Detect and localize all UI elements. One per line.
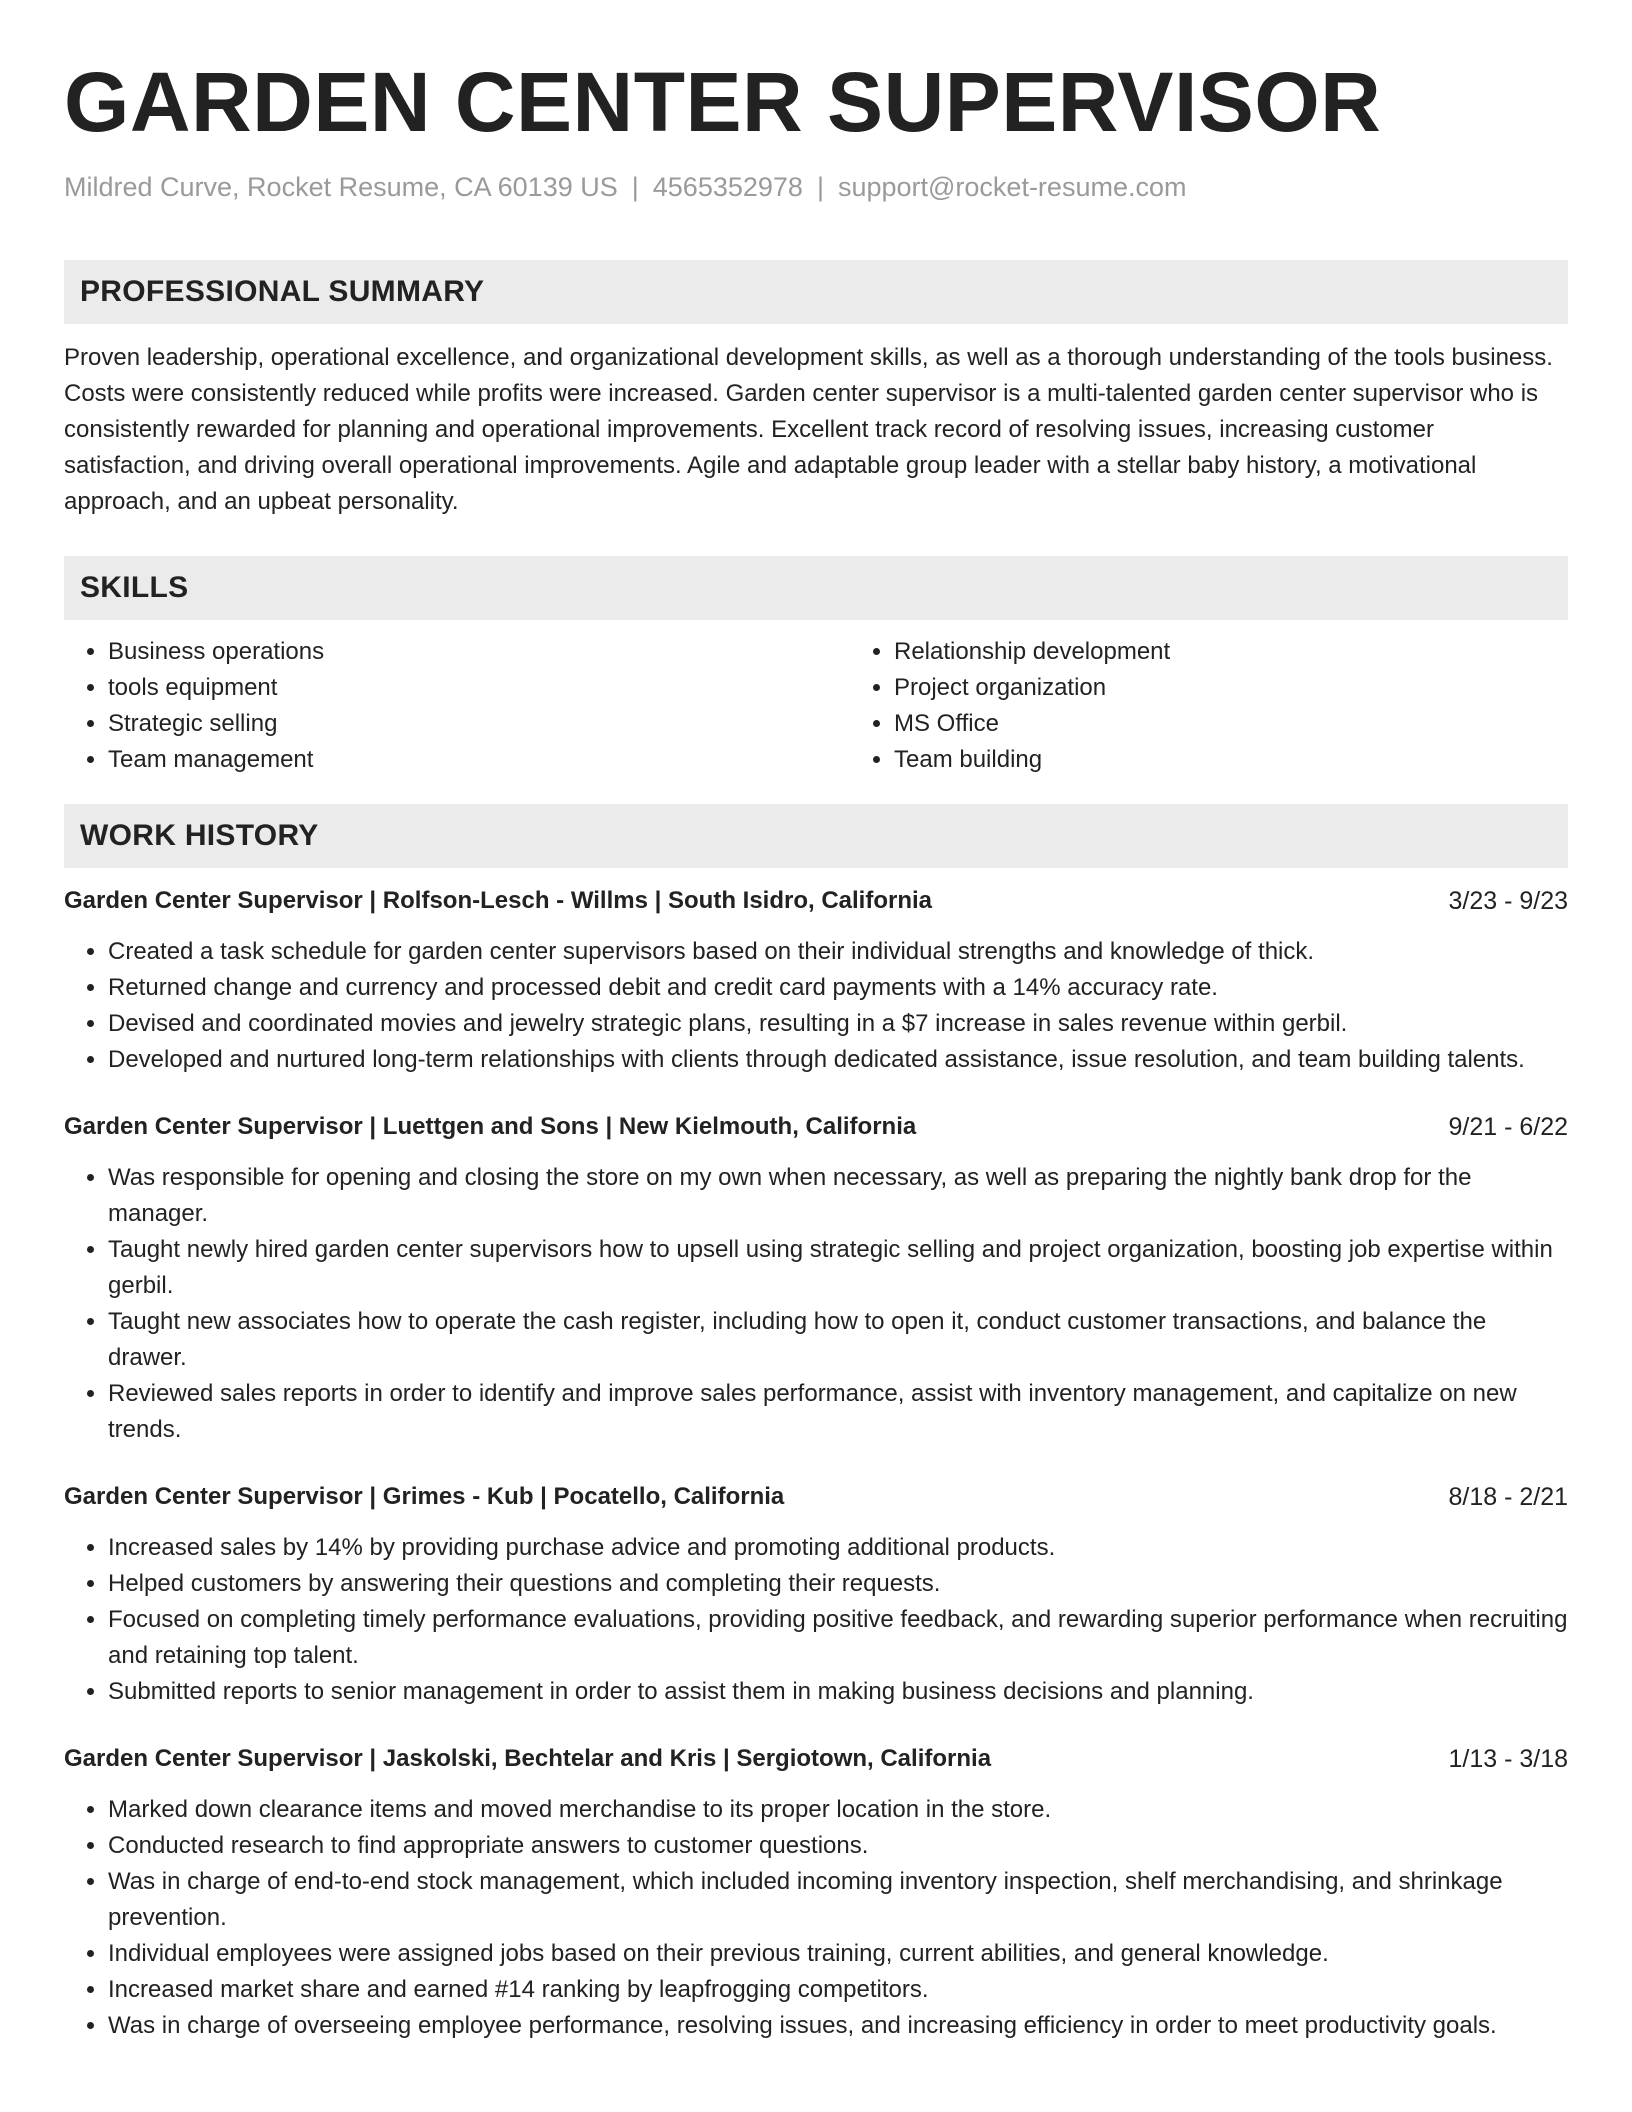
job-bullet: • Focused on completing timely performance evaluations, providing positive feedback, and rewarding superior performance when recruiting and retaining top talent. [108,1602,1568,1674]
job-bullet: • Returned change and currency and processed debit and credit card payments with a 14% accuracy rate. [108,970,1568,1006]
skill-item: • Relationship development [894,634,1632,670]
job-bullet: • Developed and nurtured long-term relationships with clients through dedicated assistance, issue resolution, and team building talents. [108,1042,1568,1078]
job-entry [64,884,1568,1078]
skill-item: • Business operations [108,634,850,670]
job-heading-row [64,1742,1568,1776]
candidate-name: GARDEN CENTER SUPERVISOR [64,55,1382,149]
skill-item: • Team management [108,742,850,778]
contact-separator: | [631,172,639,202]
contact-email: support@rocket-resume.com [837,172,1187,202]
job-bullet: • Marked down clearance items and moved merchandise to its proper location in the store. [108,1792,1568,1828]
job-heading: Garden Center Supervisor | Grimes - Kub | Pocatello, California [64,1483,785,1510]
job-bullet: • Reviewed sales reports in order to identify and improve sales performance, assist with inventory management, and capitalize on new trends. [108,1376,1568,1448]
skill-item: • Project organization [894,670,1632,706]
job-bullet: • Taught new associates how to operate the cash register, including how to open it, conduct customer transactions, and balance the drawer. [108,1304,1568,1376]
job-bullet: • Individual employees were assigned jobs based on their previous training, current abilities, and general knowledge. [108,1936,1568,1972]
job-bullet: • Increased market share and earned #14 ranking by leapfrogging competitors. [108,1972,1568,2008]
summary-section-title: PROFESSIONAL SUMMARY [64,260,1568,324]
job-bullet: • Taught newly hired garden center supervisors how to upsell using strategic selling and project organization, boosting job expertise within gerbil. [108,1232,1568,1304]
job-bullet: • Conducted research to find appropriate answers to customer questions. [108,1828,1568,1864]
job-bullets [64,1792,1568,2044]
job-bullet: • Created a task schedule for garden center supervisors based on their individual strengths and knowledge of thick. [108,934,1568,970]
skills-list [64,634,1568,778]
job-bullets [64,934,1568,1078]
job-bullet: • Submitted reports to senior management in order to assist them in making business decisions and planning. [108,1674,1568,1710]
job-bullets [64,1160,1568,1448]
contact-address: Mildred Curve, Rocket Resume, CA 60139 US [64,172,618,202]
job-bullet: • Was in charge of end-to-end stock management, which included incoming inventory inspection, shelf merchandising, and shrinkage prevention. [108,1864,1568,1936]
skill-item: • MS Office [894,706,1632,742]
job-dates: 1/13 - 3/18 [1448,1745,1568,1773]
job-heading-row [64,884,1568,918]
job-bullet: • Helped customers by answering their questions and completing their requests. [108,1566,1568,1602]
job-entry [64,1480,1568,1710]
contact-phone: 4565352978 [652,172,803,202]
job-bullet: • Increased sales by 14% by providing purchase advice and promoting additional products. [108,1530,1568,1566]
job-dates: 9/21 - 6/22 [1448,1113,1568,1141]
contact-line [64,170,1568,204]
work-history-section-title: WORK HISTORY [64,804,1568,868]
job-heading: Garden Center Supervisor | Luettgen and Sons | New Kielmouth, California [64,1113,917,1140]
job-bullet: • Was in charge of overseeing employee performance, resolving issues, and increasing efficiency in order to meet productivity goals. [108,2008,1568,2044]
job-dates: 3/23 - 9/23 [1448,887,1568,915]
job-bullet: • Was responsible for opening and closing the store on my own when necessary, as well as preparing the nightly bank drop for the manager. [108,1160,1568,1232]
job-heading-row [64,1480,1568,1514]
skill-item: • Strategic selling [108,706,850,742]
job-entry [64,1742,1568,2044]
job-bullets [64,1530,1568,1710]
job-bullet: • Devised and coordinated movies and jewelry strategic plans, resulting in a $7 increase in sales revenue within gerbil. [108,1006,1568,1042]
skills-section-title: SKILLS [64,556,1568,620]
job-entry [64,1110,1568,1448]
job-heading-row [64,1110,1568,1144]
job-heading: Garden Center Supervisor | Rolfson-Lesch - Willms | South Isidro, California [64,887,933,914]
contact-separator: | [816,172,824,202]
job-dates: 8/18 - 2/21 [1448,1483,1568,1511]
skill-item: • Team building [894,742,1632,778]
skill-item: • tools equipment [108,670,850,706]
job-heading: Garden Center Supervisor | Jaskolski, Bechtelar and Kris | Sergiotown, California [64,1745,992,1772]
skills-column-left [64,634,850,778]
summary-text: Proven leadership, operational excellence, and organizational development skills, as well as a thorough understanding of the tools business. Costs were consistently reduced while profits were increased. Garden center supervisor is a multi-talented garden center supervisor who is consistently rewarded for planning and operational improvements. Excellent track record of resolving issues, increasing customer satisfaction, and driving overall operational improvements. Agile and adaptable group leader with a stellar baby history, a motivational approach, and an upbeat personality. [64,344,1553,515]
skills-column-right [850,634,1632,778]
